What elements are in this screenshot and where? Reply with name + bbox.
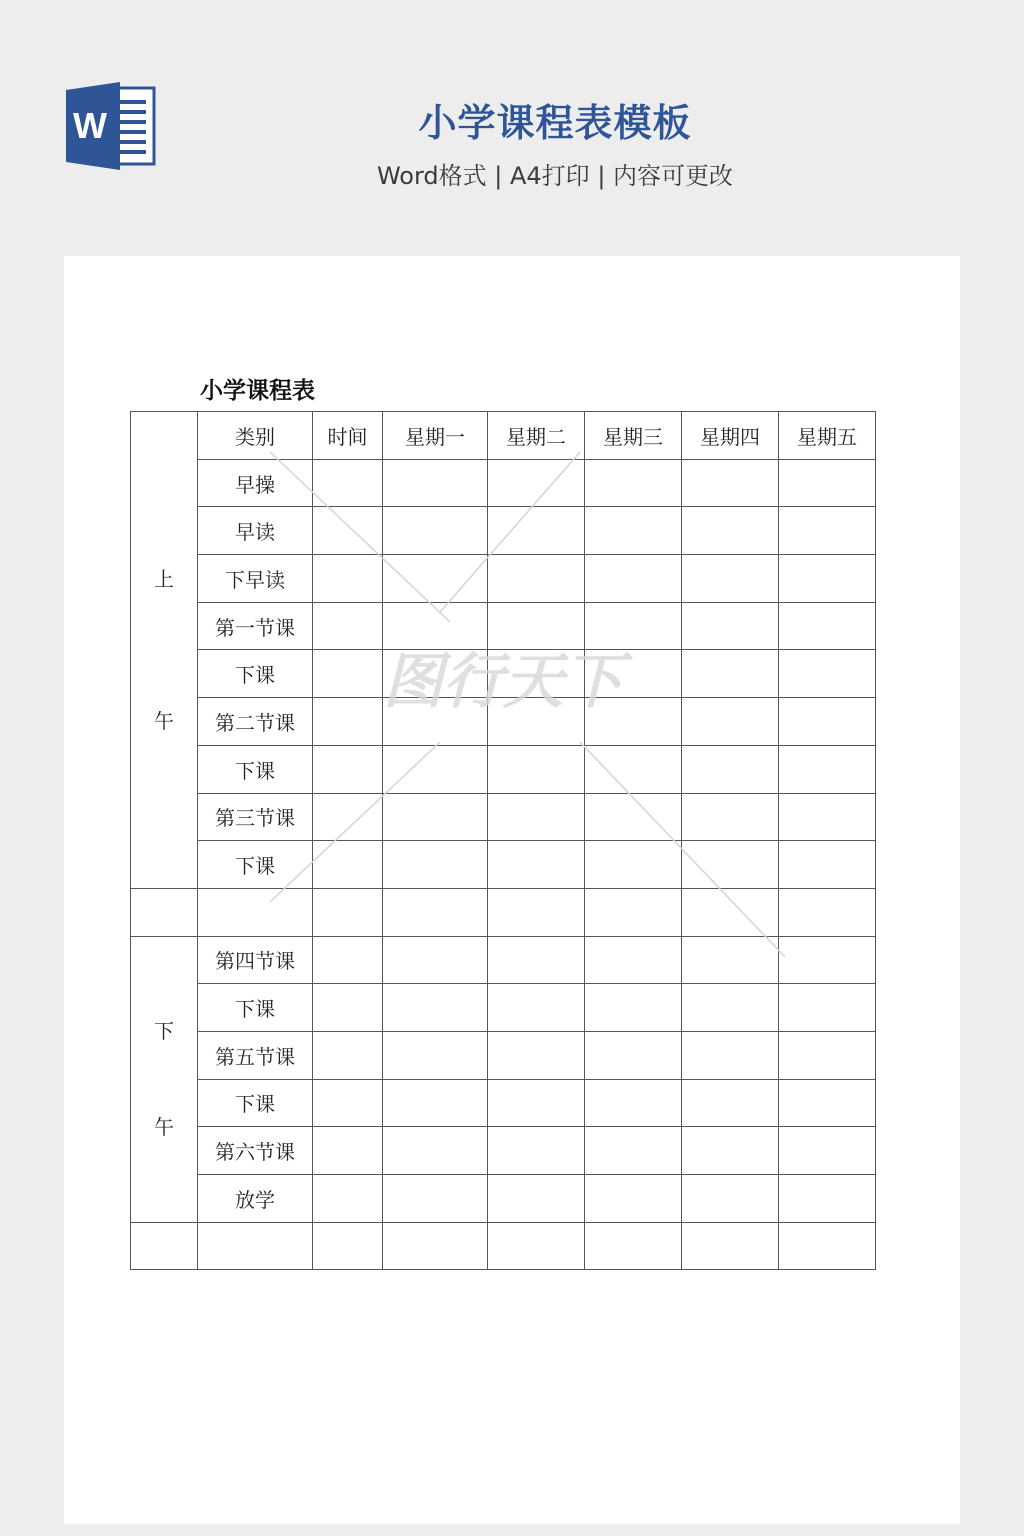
schedule-cell[interactable] — [488, 1127, 585, 1175]
schedule-cell[interactable] — [682, 698, 779, 746]
schedule-cell[interactable] — [585, 936, 682, 984]
schedule-cell[interactable] — [682, 984, 779, 1032]
schedule-cell[interactable] — [779, 984, 876, 1032]
column-header: 类别 — [198, 412, 313, 460]
schedule-cell[interactable] — [779, 936, 876, 984]
watermark-text: 图行天下 — [383, 647, 623, 717]
blank-cell[interactable] — [383, 888, 488, 936]
schedule-cell[interactable] — [585, 1175, 682, 1223]
schedule-cell[interactable] — [779, 1031, 876, 1079]
schedule-cell[interactable] — [488, 602, 585, 650]
schedule-cell[interactable] — [383, 459, 488, 507]
activity-label: 放学 — [198, 1175, 313, 1223]
schedule-cell[interactable] — [313, 936, 383, 984]
table-row — [131, 936, 876, 984]
afternoon-label-top: 下 — [154, 1019, 174, 1044]
blank-cell[interactable] — [198, 1222, 313, 1270]
table-row — [131, 984, 876, 1032]
schedule-cell[interactable] — [488, 984, 585, 1032]
schedule-cell[interactable] — [383, 793, 488, 841]
schedule-cell[interactable] — [779, 602, 876, 650]
schedule-cell[interactable] — [488, 698, 585, 746]
column-header: 星期一 — [383, 412, 488, 460]
table-row — [131, 1127, 876, 1175]
activity-label: 第一节课 — [198, 602, 313, 650]
schedule-cell[interactable] — [383, 984, 488, 1032]
schedule-cell[interactable] — [779, 841, 876, 889]
schedule-cell[interactable] — [488, 936, 585, 984]
schedule-cell[interactable] — [585, 555, 682, 603]
schedule-cell[interactable] — [682, 602, 779, 650]
morning-label-bottom: 午 — [154, 708, 174, 733]
column-header: 星期五 — [779, 412, 876, 460]
schedule-cell[interactable] — [779, 650, 876, 698]
blank-cell[interactable] — [682, 888, 779, 936]
schedule-cell[interactable] — [383, 650, 488, 698]
schedule-cell[interactable] — [682, 507, 779, 555]
schedule-cell[interactable] — [313, 507, 383, 555]
schedule-cell[interactable] — [779, 793, 876, 841]
separator-row — [131, 1222, 876, 1270]
schedule-cell[interactable] — [779, 507, 876, 555]
blank-cell[interactable] — [131, 1222, 198, 1270]
schedule-cell[interactable] — [383, 936, 488, 984]
schedule-cell[interactable] — [383, 1079, 488, 1127]
schedule-cell[interactable] — [585, 602, 682, 650]
table-row — [131, 459, 876, 507]
column-header: 星期四 — [682, 412, 779, 460]
schedule-cell[interactable] — [383, 698, 488, 746]
schedule-cell[interactable] — [779, 698, 876, 746]
table-row — [131, 841, 876, 889]
schedule-cell[interactable] — [488, 793, 585, 841]
schedule-cell[interactable] — [313, 459, 383, 507]
activity-label: 下课 — [198, 650, 313, 698]
schedule-cell[interactable] — [313, 555, 383, 603]
column-header: 时间 — [313, 412, 383, 460]
schedule-cell[interactable] — [585, 745, 682, 793]
schedule-cell[interactable] — [585, 1079, 682, 1127]
schedule-cell[interactable] — [585, 793, 682, 841]
schedule-cell[interactable] — [488, 1175, 585, 1223]
afternoon-period-label — [131, 936, 198, 1222]
schedule-cell[interactable] — [488, 745, 585, 793]
schedule-cell[interactable] — [313, 793, 383, 841]
schedule-cell[interactable] — [313, 650, 383, 698]
table-row — [131, 745, 876, 793]
schedule-cell[interactable] — [682, 793, 779, 841]
schedule-cell[interactable] — [383, 507, 488, 555]
blank-cell[interactable] — [779, 1222, 876, 1270]
word-document-icon — [64, 80, 158, 172]
schedule-cell[interactable] — [383, 841, 488, 889]
schedule-cell[interactable] — [488, 459, 585, 507]
blank-cell[interactable] — [585, 888, 682, 936]
schedule-cell[interactable] — [313, 1031, 383, 1079]
schedule-cell[interactable] — [383, 1127, 488, 1175]
schedule-cell[interactable] — [682, 936, 779, 984]
morning-period-label — [131, 412, 198, 889]
schedule-cell[interactable] — [585, 841, 682, 889]
schedule-cell[interactable] — [313, 698, 383, 746]
schedule-cell[interactable] — [383, 1031, 488, 1079]
schedule-cell[interactable] — [682, 1031, 779, 1079]
schedule-cell[interactable] — [585, 507, 682, 555]
activity-label: 下早读 — [198, 555, 313, 603]
schedule-cell[interactable] — [779, 745, 876, 793]
schedule-cell[interactable] — [779, 1127, 876, 1175]
activity-label: 早读 — [198, 507, 313, 555]
schedule-cell[interactable] — [383, 745, 488, 793]
blank-cell[interactable] — [313, 888, 383, 936]
schedule-cell[interactable] — [313, 745, 383, 793]
separator-row — [131, 888, 876, 936]
blank-cell[interactable] — [488, 888, 585, 936]
schedule-cell[interactable] — [383, 555, 488, 603]
schedule-cell[interactable] — [682, 1175, 779, 1223]
schedule-cell[interactable] — [585, 698, 682, 746]
schedule-cell[interactable] — [313, 1079, 383, 1127]
schedule-cell[interactable] — [585, 650, 682, 698]
schedule-cell[interactable] — [585, 1031, 682, 1079]
table-row — [131, 793, 876, 841]
schedule-cell[interactable] — [313, 984, 383, 1032]
activity-label: 下课 — [198, 745, 313, 793]
schedule-cell[interactable] — [682, 841, 779, 889]
schedule-cell[interactable] — [313, 1127, 383, 1175]
table-row — [131, 507, 876, 555]
activity-label: 第六节课 — [198, 1127, 313, 1175]
table-row — [131, 1031, 876, 1079]
blank-cell[interactable] — [585, 1222, 682, 1270]
table-row — [131, 650, 876, 698]
schedule-cell[interactable] — [682, 650, 779, 698]
table-row — [131, 602, 876, 650]
activity-label: 早操 — [198, 459, 313, 507]
table-row — [131, 555, 876, 603]
activity-label: 第四节课 — [198, 936, 313, 984]
schedule-cell[interactable] — [779, 555, 876, 603]
blank-cell[interactable] — [779, 888, 876, 936]
schedule-cell[interactable] — [383, 602, 488, 650]
activity-label: 第五节课 — [198, 1031, 313, 1079]
table-row — [131, 1175, 876, 1223]
afternoon-label-bottom: 午 — [154, 1115, 174, 1140]
schedule-cell[interactable] — [682, 1127, 779, 1175]
schedule-cell[interactable] — [488, 1031, 585, 1079]
schedule-cell[interactable] — [313, 841, 383, 889]
blank-cell[interactable] — [682, 1222, 779, 1270]
table-row — [131, 1079, 876, 1127]
activity-label: 第三节课 — [198, 793, 313, 841]
schedule-cell[interactable] — [585, 1127, 682, 1175]
schedule-cell[interactable] — [585, 459, 682, 507]
schedule-cell[interactable] — [313, 602, 383, 650]
template-header — [0, 0, 1024, 256]
schedule-table — [130, 411, 876, 1270]
blank-cell[interactable] — [383, 1222, 488, 1270]
schedule-cell[interactable] — [488, 650, 585, 698]
blank-cell[interactable] — [131, 888, 198, 936]
blank-cell[interactable] — [488, 1222, 585, 1270]
activity-label: 下课 — [198, 1079, 313, 1127]
activity-label: 下课 — [198, 841, 313, 889]
schedule-cell[interactable] — [779, 1079, 876, 1127]
column-header: 星期二 — [488, 412, 585, 460]
schedule-cell[interactable] — [779, 1175, 876, 1223]
schedule-cell[interactable] — [585, 984, 682, 1032]
schedule-cell[interactable] — [682, 745, 779, 793]
page-subtitle: Word格式 | A4打印 | 内容可更改 — [376, 162, 734, 190]
blank-cell[interactable] — [198, 888, 313, 936]
word-logo-letter: W — [73, 105, 107, 146]
schedule-cell[interactable] — [488, 841, 585, 889]
schedule-cell[interactable] — [682, 555, 779, 603]
header-row — [131, 412, 876, 460]
schedule-cell[interactable] — [779, 459, 876, 507]
page-title: 小学课程表模板 — [418, 101, 692, 145]
document-title: 小学课程表 — [200, 378, 315, 404]
table-row — [131, 698, 876, 746]
activity-label: 第二节课 — [198, 698, 313, 746]
schedule-cell[interactable] — [488, 1079, 585, 1127]
schedule-cell[interactable] — [488, 555, 585, 603]
schedule-cell[interactable] — [383, 1175, 488, 1223]
activity-label: 下课 — [198, 984, 313, 1032]
column-header: 星期三 — [585, 412, 682, 460]
blank-cell[interactable] — [313, 1222, 383, 1270]
schedule-cell[interactable] — [682, 1079, 779, 1127]
schedule-cell[interactable] — [313, 1175, 383, 1223]
schedule-cell[interactable] — [682, 459, 779, 507]
schedule-cell[interactable] — [488, 507, 585, 555]
morning-label-top: 上 — [154, 566, 174, 591]
